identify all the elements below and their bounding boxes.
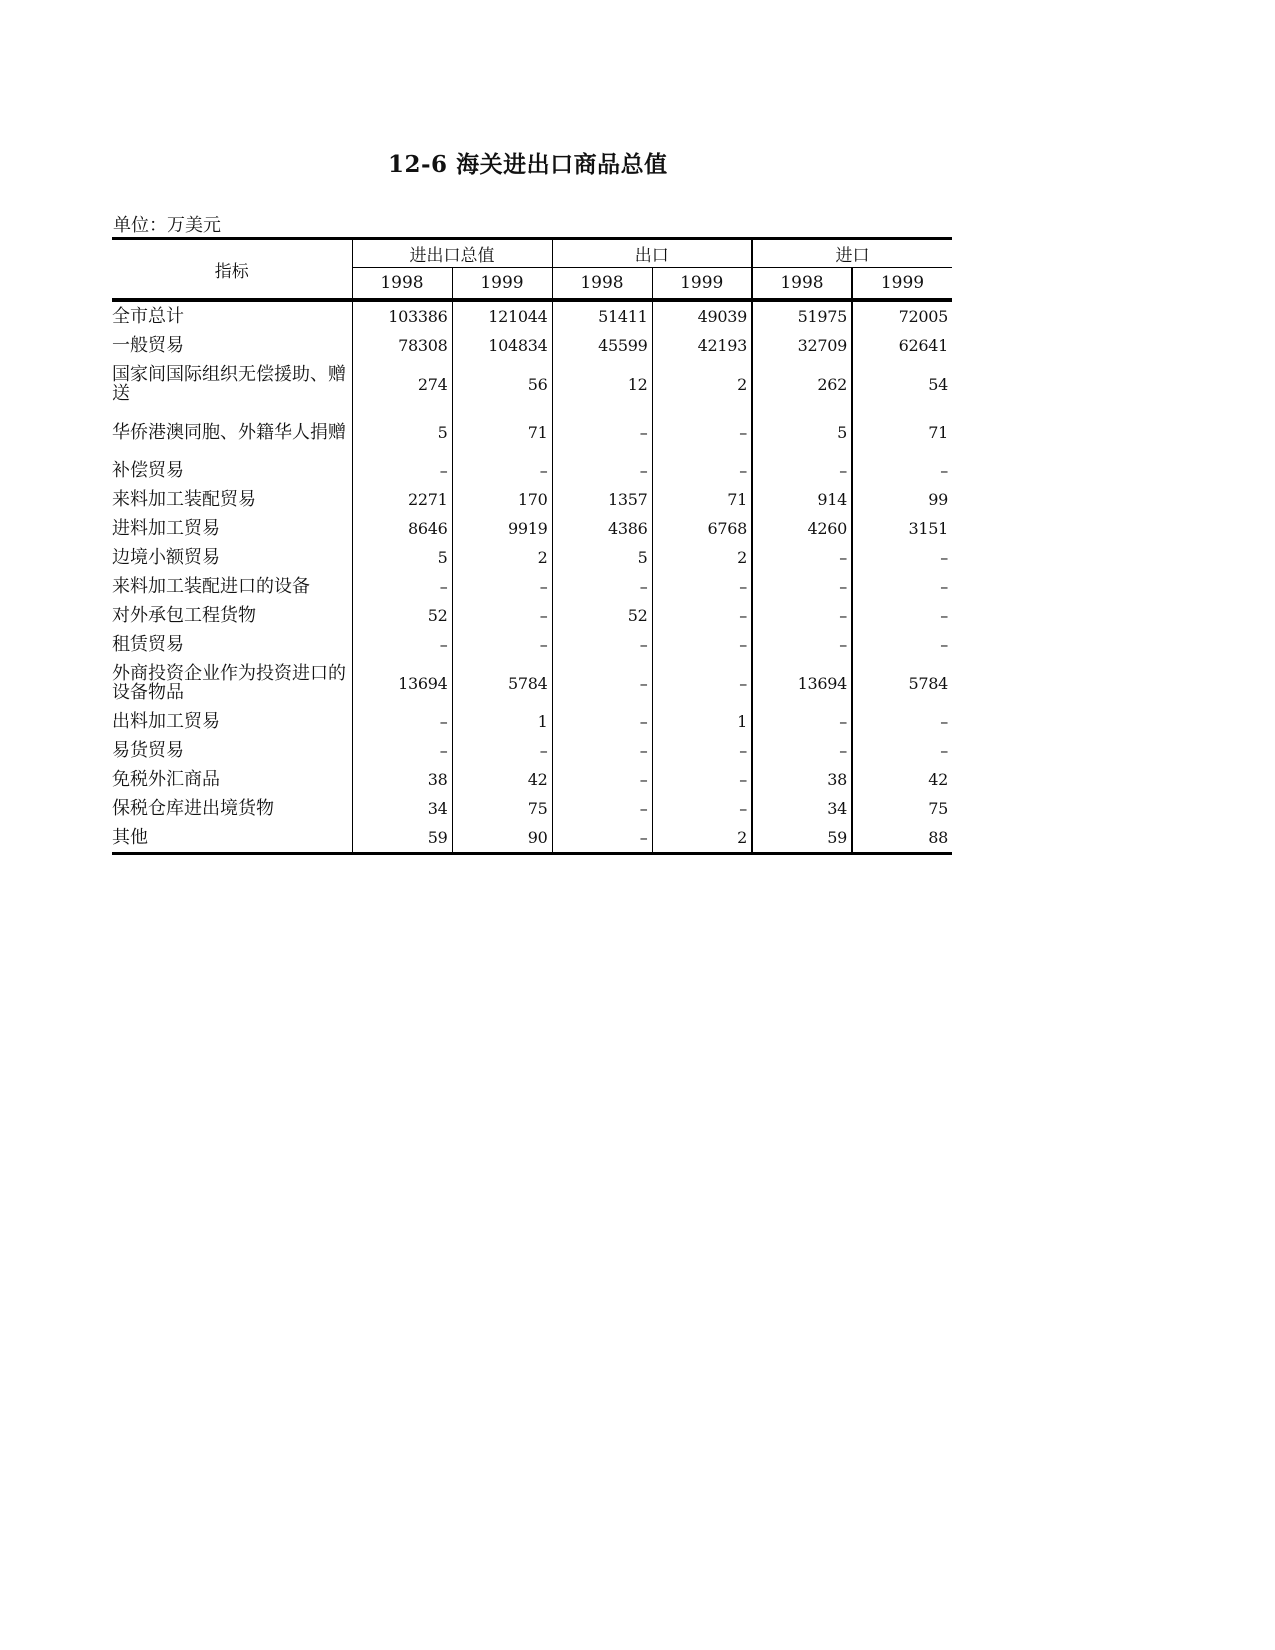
value-cell: – [752,736,852,765]
table-row [112,823,952,854]
value-cell: – [552,630,652,659]
value-cell: – [752,630,852,659]
value-cell: – [852,543,952,572]
value-cell: – [452,601,552,630]
group-header-import: 进口 [752,239,952,268]
value-cell: – [352,736,452,765]
row-label: 外商投资企业作为投资进口的设备物品 [112,663,346,703]
table-row [112,659,952,707]
value-cell: 34 [752,794,852,823]
row-label: 租赁贸易 [112,634,184,655]
value-cell: 75 [852,794,952,823]
table-row [112,630,952,659]
value-cell: 42 [852,765,952,794]
value-cell: 4386 [552,514,652,543]
value-cell: – [652,765,752,794]
value-cell: 104834 [452,331,552,360]
value-cell: 1 [652,707,752,736]
table-row [112,794,952,823]
value-cell: 56 [452,360,552,408]
value-cell: – [852,601,952,630]
value-cell: 62641 [852,331,952,360]
value-cell: – [652,794,752,823]
row-label: 国家间国际组织无偿援助、赠送 [112,364,346,404]
value-cell: – [552,707,652,736]
row-label: 进料加工贸易 [112,518,220,539]
value-cell: 9919 [452,514,552,543]
value-cell: 5784 [452,659,552,707]
value-cell: 103386 [352,300,452,331]
value-cell: 12 [552,360,652,408]
value-cell: 2 [652,823,752,854]
value-cell: 5 [352,408,452,456]
value-cell: 274 [352,360,452,408]
value-cell: – [552,572,652,601]
value-cell: 38 [752,765,852,794]
value-cell: – [852,736,952,765]
page-title: 12-6 海关进出口商品总值 [388,151,668,178]
value-cell: – [552,736,652,765]
value-cell: 45599 [552,331,652,360]
year-header: 1999 [652,268,752,301]
value-cell: 5 [352,543,452,572]
value-cell: 32709 [752,331,852,360]
row-label: 其他 [112,823,352,854]
value-cell: 5784 [852,659,952,707]
year-header: 1998 [352,268,452,301]
value-cell: – [652,736,752,765]
value-cell: – [552,408,652,456]
group-header-total: 进出口总值 [352,239,552,268]
value-cell: 262 [752,360,852,408]
value-cell: 72005 [852,300,952,331]
value-cell: 42193 [652,331,752,360]
value-cell: 51411 [552,300,652,331]
customs-trade-table [112,237,952,855]
value-cell: – [752,601,852,630]
value-cell: 52 [552,601,652,630]
value-cell: – [752,543,852,572]
value-cell: 52 [352,601,452,630]
row-label: 出料加工贸易 [112,711,220,732]
value-cell: – [552,794,652,823]
row-label: 易货贸易 [112,740,184,761]
year-header: 1998 [752,268,852,301]
value-cell: 49039 [652,300,752,331]
value-cell: – [652,630,752,659]
value-cell: 42 [452,765,552,794]
value-cell: 1357 [552,485,652,514]
value-cell: – [752,572,852,601]
table-row [112,601,952,630]
table-row [112,765,952,794]
table-row [112,300,952,331]
row-label: 来料加工装配贸易 [112,489,256,510]
value-cell: 170 [452,485,552,514]
value-cell: – [552,659,652,707]
value-cell: 13694 [752,659,852,707]
value-cell: 59 [352,823,452,854]
value-cell: 71 [452,408,552,456]
value-cell: 4260 [752,514,852,543]
value-cell: – [352,630,452,659]
row-label: 对外承包工程货物 [112,605,256,626]
value-cell: 1 [452,707,552,736]
value-cell: 2 [652,360,752,408]
value-cell: – [652,572,752,601]
value-cell: – [452,736,552,765]
row-label: 华侨港澳同胞、外籍华人捐赠 [112,421,346,443]
value-cell: 914 [752,485,852,514]
value-cell: – [452,630,552,659]
row-label: 补偿贸易 [112,460,184,481]
value-cell: – [852,572,952,601]
value-cell: 34 [352,794,452,823]
table-row [112,485,952,514]
value-cell: 71 [652,485,752,514]
indicator-header: 指标 [112,239,352,301]
value-cell: – [552,765,652,794]
value-cell: – [352,572,452,601]
value-cell: 54 [852,360,952,408]
value-cell: – [352,707,452,736]
value-cell: – [852,456,952,485]
table-row [112,707,952,736]
value-cell: 75 [452,794,552,823]
value-cell: 59 [752,823,852,854]
row-label: 全市总计 [112,306,184,327]
value-cell: 5 [552,543,652,572]
value-cell: – [852,630,952,659]
value-cell: 78308 [352,331,452,360]
value-cell: 8646 [352,514,452,543]
value-cell: – [852,707,952,736]
table-row [112,572,952,601]
value-cell: 2 [452,543,552,572]
value-cell: – [452,456,552,485]
value-cell: 121044 [452,300,552,331]
value-cell: 3151 [852,514,952,543]
table-row [112,736,952,765]
value-cell: 5 [752,408,852,456]
value-cell: – [452,572,552,601]
value-cell: 6768 [652,514,752,543]
table-row [112,543,952,572]
table-row [112,331,952,360]
value-cell: 71 [852,408,952,456]
value-cell: – [652,456,752,485]
row-label: 来料加工装配进口的设备 [112,576,310,597]
value-cell: – [352,456,452,485]
row-label: 一般贸易 [112,335,184,356]
value-cell: – [752,456,852,485]
table-row [112,360,952,408]
value-cell: 2271 [352,485,452,514]
value-cell: – [652,601,752,630]
value-cell: 51975 [752,300,852,331]
row-label: 边境小额贸易 [112,547,220,568]
table-row [112,408,952,456]
unit-label: 单位：万美元 [113,215,221,236]
value-cell: – [652,659,752,707]
table-row [112,514,952,543]
table-row [112,456,952,485]
year-header: 1998 [552,268,652,301]
value-cell: – [752,707,852,736]
row-label: 保税仓库进出境货物 [112,798,274,819]
value-cell: – [652,408,752,456]
value-cell: 2 [652,543,752,572]
value-cell: 99 [852,485,952,514]
year-header: 1999 [852,268,952,301]
group-header-export: 出口 [552,239,752,268]
row-label: 免税外汇商品 [112,769,220,790]
year-header: 1999 [452,268,552,301]
value-cell: – [552,823,652,854]
value-cell: – [552,456,652,485]
value-cell: 88 [852,823,952,854]
value-cell: 38 [352,765,452,794]
value-cell: 13694 [352,659,452,707]
value-cell: 90 [452,823,552,854]
